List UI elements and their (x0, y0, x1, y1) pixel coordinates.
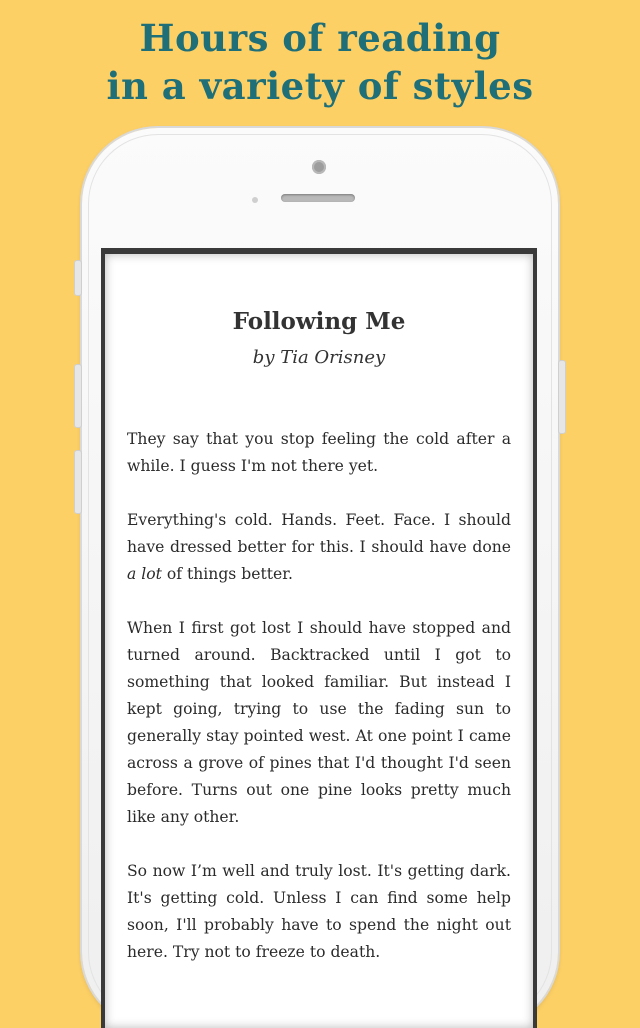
volume-up-button (74, 364, 82, 428)
story-paragraph: When I first got lost I should have stopped and turned around. Backtracked until I got to something that looked familiar. But instead I kept going, trying to use the fading sun to generally stay pointed west. At one point I came across a grove of pines that I'd thought I'd seen before. Turns out one pine looks pretty much like any other. (127, 619, 511, 826)
story-paragraph (127, 507, 511, 588)
emphasis-text: a lot (127, 565, 162, 583)
volume-down-button (74, 450, 82, 514)
book-author: by Tia Orisney (252, 347, 386, 368)
story-text (127, 426, 511, 993)
power-button (558, 360, 566, 434)
book-title: Following Me (232, 308, 406, 335)
paragraph-text: Everything's cold. Hands. Feet. Face. I should have dressed better for this. I should have done (127, 511, 511, 556)
story-paragraph: So now I’m well and truly lost. It's getting dark. It's getting cold. Unless I can find some help soon, I'll probably have to spend the night out here. Try not to freeze to death. (127, 862, 511, 961)
story-paragraph: They say that you stop feeling the cold after a while. I guess I'm not there yet. (127, 430, 511, 475)
promo-headline (0, 14, 640, 110)
mute-switch (74, 260, 82, 296)
phone-mockup (82, 128, 558, 1028)
headline-line-1: Hours of reading (139, 16, 501, 60)
camera-icon (312, 160, 326, 174)
reader-screen[interactable] (105, 254, 533, 1028)
headline-line-2: in a variety of styles (106, 64, 534, 108)
speaker-grille (281, 194, 355, 202)
paragraph-text: of things better. (161, 565, 293, 583)
sensor-icon (252, 197, 258, 203)
